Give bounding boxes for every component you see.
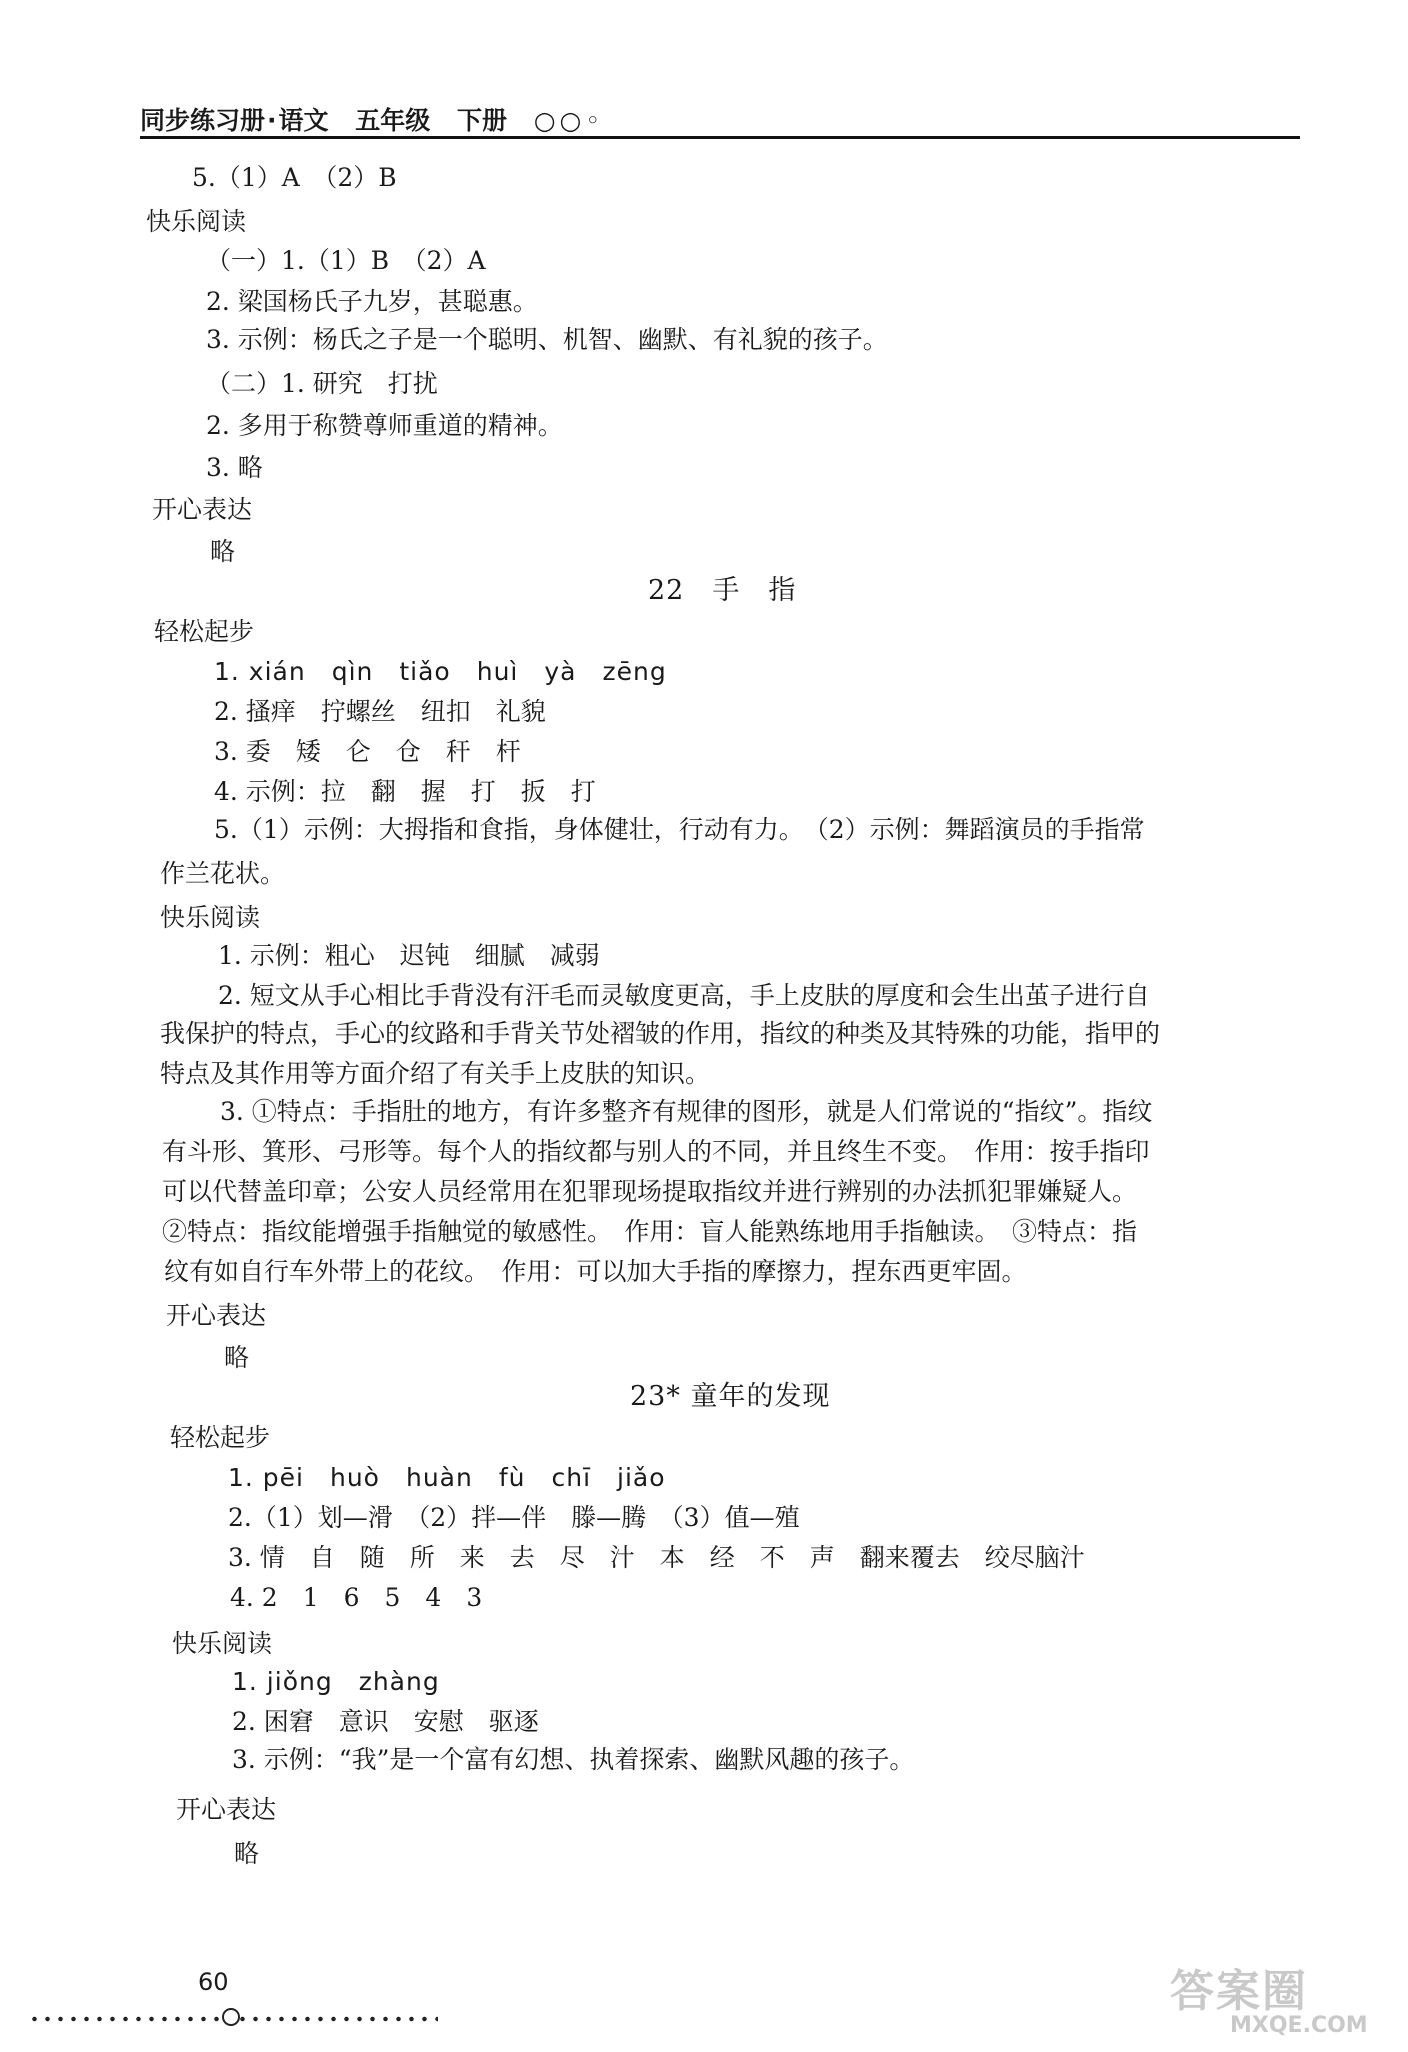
section-heading: 快乐阅读: [146, 207, 247, 236]
answer-line: 纹有如自行车外带上的花纹。 作用：可以加大手指的摩擦力，捏东西更牢固。: [164, 1257, 1027, 1286]
answer-line: 3. 情 自 随 所 来 去 尽 汁 本 经 不 声 翻来覆去 绞尽脑汁: [228, 1543, 1085, 1572]
footer-circle-icon: [222, 2008, 240, 2026]
page-header: [140, 106, 1300, 139]
answer-line: 略: [234, 1839, 260, 1868]
watermark-url: MXQE.COM: [1230, 2013, 1368, 2038]
page-number: 60: [198, 1968, 229, 1996]
answer-line: 3. 委 矮 仑 仓 秆 杆: [214, 737, 521, 766]
answer-line: 3. ①特点：手指肚的地方，有许多整齐有规律的图形，就是人们常说的“指纹”。指纹: [220, 1097, 1153, 1126]
answer-line: 2. 搔痒 拧螺丝 纽扣 礼貌: [214, 697, 546, 726]
watermark-text: 答案圈: [1170, 1966, 1308, 2017]
section-heading: 开心表达: [152, 495, 253, 524]
section-heading: 开心表达: [166, 1301, 267, 1330]
answer-line: 4. 示例：拉 翻 握 打 扳 打: [214, 777, 596, 806]
answer-line: 1. pēi huò huàn fù chī jiǎo: [228, 1463, 666, 1492]
answer-line: 1. jiǒng zhàng: [232, 1667, 440, 1696]
answer-line: 4. 2 1 6 5 4 3: [230, 1583, 483, 1612]
answer-line: 1. 示例：粗心 迟钝 细腻 减弱: [218, 941, 600, 970]
answer-line: 有斗形、箕形、弓形等。每个人的指纹都与别人的不同，并且终生不变。 作用：按手指印: [162, 1137, 1150, 1166]
section-heading: 快乐阅读: [172, 1629, 273, 1658]
answer-line: （一）1.（1）B （2）A: [206, 246, 486, 275]
answer-line: 1. xián qìn tiǎo huì yà zēng: [214, 657, 667, 686]
answer-line: 可以代替盖印章；公安人员经常用在犯罪现场提取指纹并进行辨别的办法抓犯罪嫌疑人。: [162, 1177, 1138, 1206]
answer-line: 5.（1）示例：大拇指和食指，身体健壮，行动有力。 （2）示例：舞蹈演员的手指常: [214, 815, 1145, 844]
watermark-logo: [1170, 1955, 1390, 2045]
answer-line: 2. 困窘 意识 安慰 驱逐: [232, 1707, 539, 1736]
answer-line: 3. 略: [206, 453, 263, 482]
section-heading: 轻松起步: [170, 1423, 271, 1452]
answer-line: 略: [210, 537, 236, 566]
answer-line: 特点及其作用等方面介绍了有关手上皮肤的知识。: [160, 1059, 711, 1088]
answer-line: 2. 短文从手心相比手背没有汗毛而灵敏度更高，手上皮肤的厚度和会生出茧子进行自: [218, 981, 1150, 1010]
answer-line: ②特点：指纹能增强手指触觉的敏感性。 作用：盲人能熟练地用手指触读。 ③特点：指: [162, 1217, 1138, 1246]
section-heading: 开心表达: [176, 1795, 277, 1824]
answer-line: 作兰花状。: [160, 859, 286, 888]
header-circles-icon: ○○◦: [533, 106, 605, 135]
answer-line: 2. 多用于称赞尊师重道的精神。: [206, 411, 563, 440]
answer-line: 2.（1）划—滑 （2）拌—伴 滕—腾 （3）值—殖: [228, 1503, 800, 1532]
header-book-title: 同步练习册·语文: [140, 106, 329, 135]
header-volume: 下册: [456, 106, 507, 135]
answer-line: 3. 示例：“我”是一个富有幻想、执着探索、幽默风趣的孩子。: [232, 1745, 915, 1774]
header-grade: 五年级: [355, 106, 431, 135]
lesson-title: 23* 童年的发现: [630, 1381, 831, 1412]
answer-line: 5.（1）A （2）B: [192, 163, 397, 192]
answer-line: 2. 梁国杨氏子九岁，甚聪惠。: [206, 287, 538, 316]
lesson-title: 22 手 指: [648, 575, 797, 606]
answer-line: 3. 示例：杨氏之子是一个聪明、机智、幽默、有礼貌的孩子。: [206, 325, 888, 354]
answer-line: 我保护的特点，手心的纹路和手背关节处褶皱的作用，指纹的种类及其特殊的功能，指甲的: [160, 1019, 1161, 1048]
section-heading: 轻松起步: [154, 617, 255, 646]
answer-line: （二）1. 研究 打扰: [206, 369, 438, 398]
section-heading: 快乐阅读: [160, 903, 261, 932]
answer-line: 略: [224, 1343, 250, 1372]
